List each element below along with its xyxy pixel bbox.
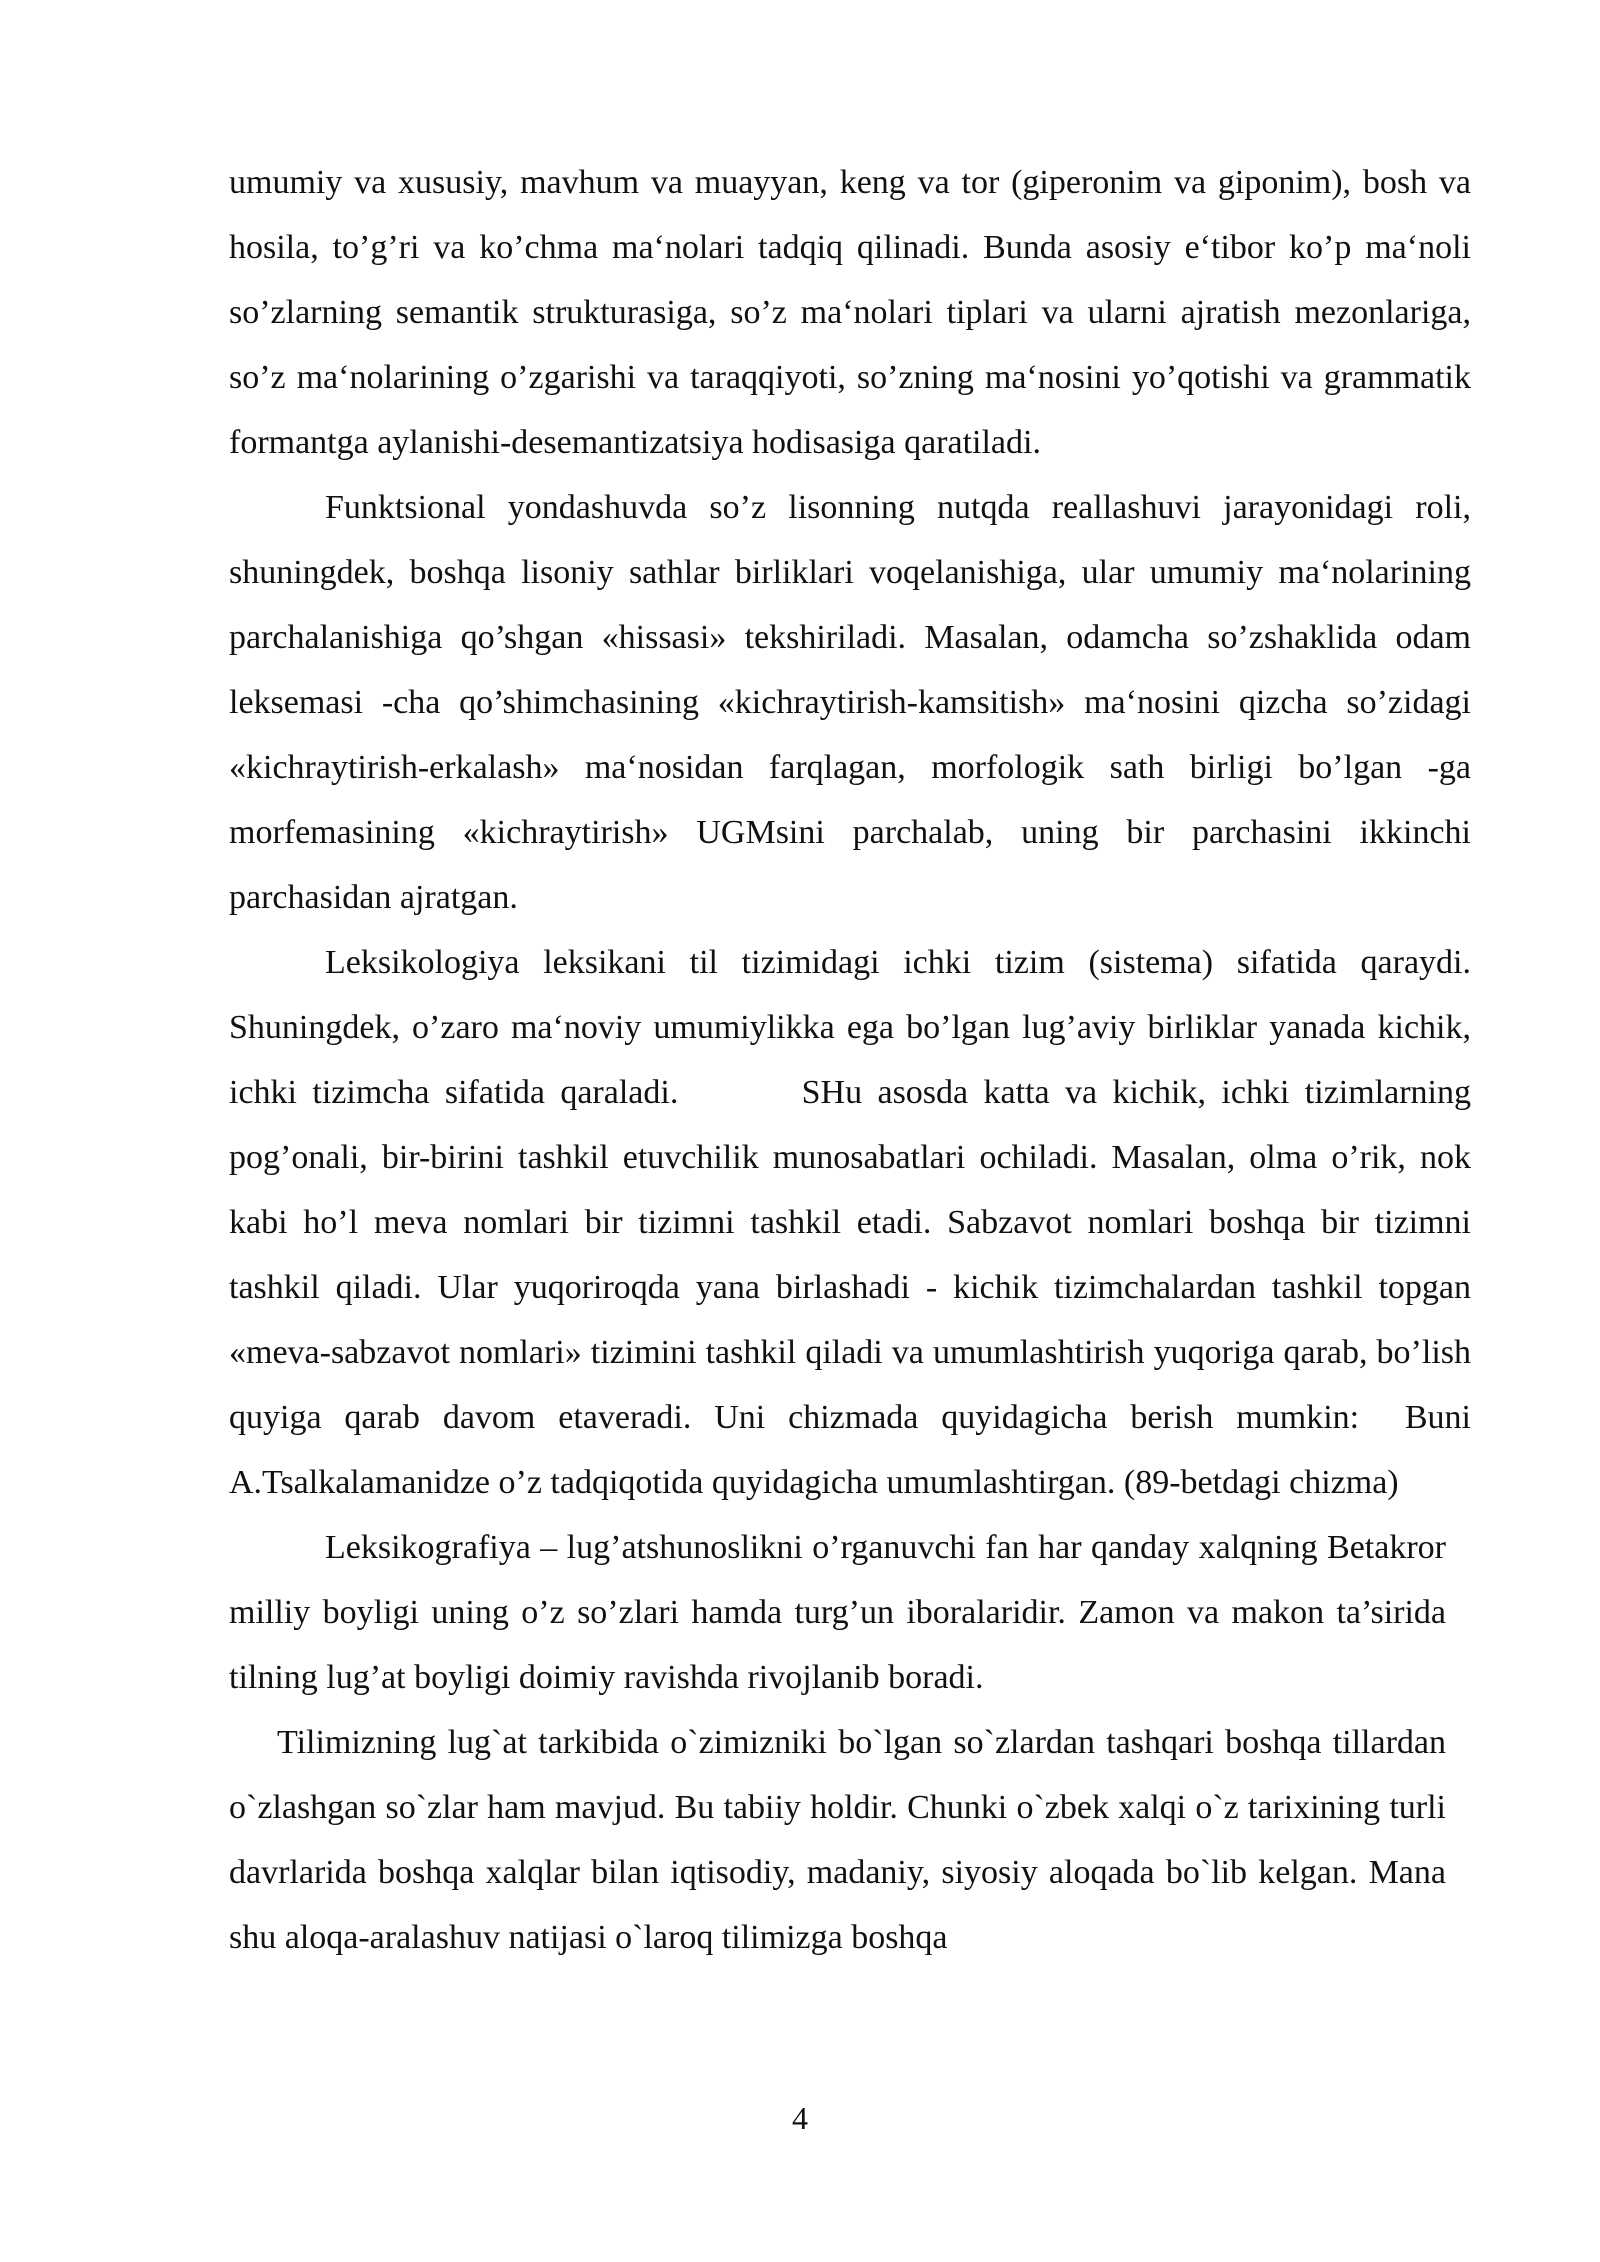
paragraph-borrowed-words: Tilimizning lug`at tarkibida o`zimizniki bo`lgan so`zlardan tashqari boshqa tillardan o`zlashgan so`zlar ham mavjud. Bu tabiiy holdir. Chunki o`zbek xalqi o`z tarixining turli davrlarida boshqa xalqlar bilan iqtisodiy, madaniy, siyosiy aloqada bo`lib kelgan. Mana shu aloqa-aralashuv natijasi o`laroq tilimizga boshqa	[229, 1724, 1446, 1956]
page-number: 4	[792, 2100, 808, 2136]
paragraph-lexicology-system: Leksikologiya leksikani til tizimidagi ichki tizim (sistema) sifatida qaraydi. Shuningdek, o’zaro ma‘noviy umumiylikka ega bo’lgan lug’aviy birliklar yanada kichik, ichki tizimcha sifatida qaraladi. SHu asosda katta va kichik, ichki tizimlarning pog’onali, bir-birini tashkil etuvchilik munosabatlari ochiladi. Masalan, olma o’rik, nok kabi ho’l meva nomlari bir tizimni tashkil etadi. Sabzavot nomlari boshqa bir tizimni tashkil qiladi. Ular yuqoriroqda yana birlashadi - kichik tizimchalardan tashkil topgan «meva-sabzavot nomlari» tizimini tashkil qiladi va umumlashtirish yuqoriga qarab, bo’lish quyiga qarab davom etaveradi. Uni chizmada quyidagicha berish mumkin: Buni A.Tsalkalamanidze o’z tadqiqotida quyidagicha umumlashtirgan. (89-betdagi chizma)	[229, 944, 1480, 1501]
page-body	[229, 150, 1480, 1970]
paragraph-lexicography: Leksikografiya – lug’atshunoslikni o’rganuvchi fan har qanday xalqning Betakror milliy boyligi uning o’z so’zlari hamda turg’un iboralaridir. Zamon va makon ta’sirida tilning lug’at boyligi doimiy ravishda rivojlanib boradi.	[229, 1529, 1446, 1696]
paragraph-semantic-meanings: umumiy va xususiy, mavhum va muayyan, keng va tor (giperonim va giponim), bosh va hosila, to’g’ri va ko’chma ma‘nolari tadqiq qilinadi. Bunda asosiy e‘tibor ko’p ma‘noli so’zlarning semantik strukturasiga, so’z ma‘nolari tiplari va ularni ajratish mezonlariga, so’z ma‘nolarining o’zgarishi va taraqqiyoti, so’zning ma‘nosini yo’qotishi va grammatik formantga aylanishi-desemantizatsiya hodisasiga qaratiladi.	[229, 164, 1471, 461]
paragraph-functional-approach: Funktsional yondashuvda so’z lisonning nutqda reallashuvi jarayonidagi roli, shuningdek, boshqa lisoniy sathlar birliklari voqelanishiga, ular umumiy ma‘nolarining parchalanishiga qo’shgan «hissasi» tekshiriladi. Masalan, odamcha so’zshaklida odam leksemasi -cha qo’shimchasining «kichraytirish-kamsitish» ma‘nosini qizcha so’zidagi «kichraytirish-erkalash» ma‘nosidan farqlagan, morfologik sath birligi bo’lgan -ga morfemasining «kichraytirish» UGMsini parchalab, uning bir parchasini ikkinchi parchasidan ajratgan.	[229, 489, 1471, 916]
